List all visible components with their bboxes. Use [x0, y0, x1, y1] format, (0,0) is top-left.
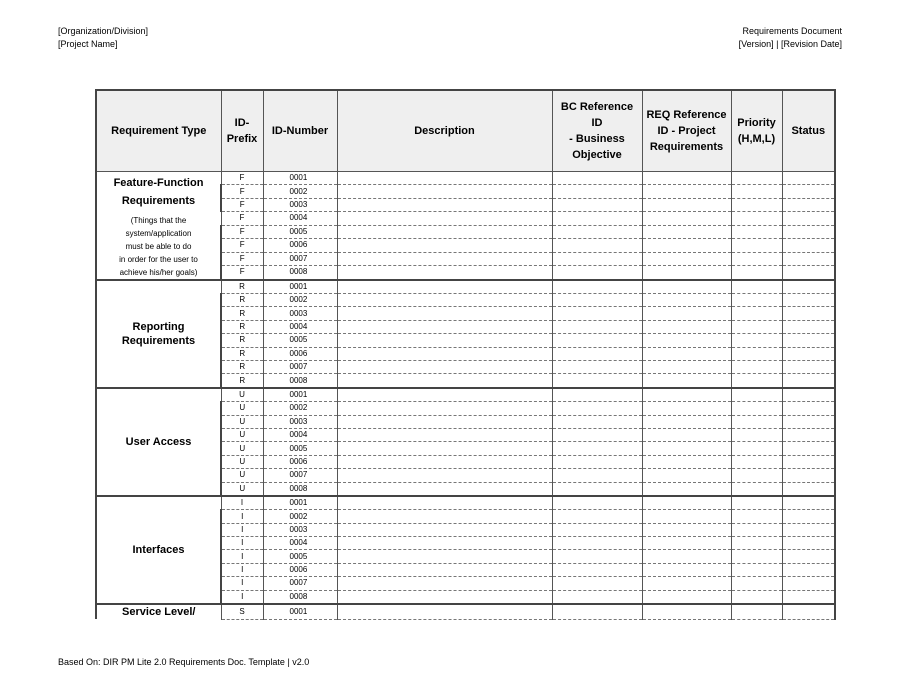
req-reference-cell[interactable] — [642, 347, 731, 360]
id-prefix-cell[interactable]: I — [221, 590, 263, 604]
column-header-description: Description — [337, 90, 552, 172]
id-prefix-cell[interactable]: F — [221, 225, 263, 238]
id-number-cell[interactable]: 0007 — [263, 361, 337, 374]
description-cell[interactable] — [337, 294, 552, 307]
requirement-type-label: User Access — [96, 388, 221, 496]
req-reference-cell[interactable] — [642, 604, 731, 619]
priority-cell[interactable] — [731, 590, 782, 604]
id-prefix-cell[interactable]: F — [221, 252, 263, 265]
req-reference-cell[interactable] — [642, 590, 731, 604]
id-number-cell[interactable]: 0001 — [263, 172, 337, 185]
id-number-cell[interactable]: 0006 — [263, 239, 337, 252]
priority-cell[interactable] — [731, 537, 782, 550]
table-row — [96, 212, 835, 225]
priority-cell[interactable] — [731, 320, 782, 333]
priority-cell[interactable] — [731, 185, 782, 198]
status-cell[interactable] — [782, 563, 835, 576]
priority-cell[interactable] — [731, 307, 782, 320]
column-header-req-reference-id: REQ Reference ID - Project Requirements — [642, 90, 731, 172]
id-prefix-cell[interactable]: U — [221, 428, 263, 441]
status-cell[interactable] — [782, 320, 835, 333]
bc-reference-cell[interactable] — [552, 334, 642, 347]
req-reference-cell[interactable] — [642, 320, 731, 333]
priority-cell[interactable] — [731, 294, 782, 307]
id-number-cell[interactable]: 0002 — [263, 402, 337, 415]
bc-reference-cell[interactable] — [552, 577, 642, 590]
document-header-left — [58, 25, 148, 51]
table-row — [96, 172, 835, 185]
description-cell[interactable] — [337, 510, 552, 523]
req-reference-cell[interactable] — [642, 225, 731, 238]
id-prefix-cell[interactable]: I — [221, 523, 263, 536]
req-reference-cell[interactable] — [642, 455, 731, 468]
id-prefix-cell[interactable]: R — [221, 307, 263, 320]
id-prefix-cell[interactable]: I — [221, 550, 263, 563]
requirement-type-label: Interfaces — [96, 496, 221, 604]
priority-cell[interactable] — [731, 563, 782, 576]
bc-reference-cell[interactable] — [552, 347, 642, 360]
req-reference-cell[interactable] — [642, 239, 731, 252]
req-reference-cell[interactable] — [642, 280, 731, 294]
column-header-requirement-type: Requirement Type — [96, 90, 221, 172]
bc-reference-cell[interactable] — [552, 307, 642, 320]
status-cell[interactable] — [782, 361, 835, 374]
req-reference-cell[interactable] — [642, 577, 731, 590]
status-cell[interactable] — [782, 482, 835, 496]
version-label: [Version] | [Revision Date] — [738, 39, 842, 49]
id-number-cell[interactable]: 0003 — [263, 307, 337, 320]
id-prefix-cell[interactable]: R — [221, 320, 263, 333]
id-prefix-cell[interactable]: I — [221, 563, 263, 576]
id-number-cell[interactable]: 0003 — [263, 198, 337, 211]
id-prefix-cell[interactable]: F — [221, 212, 263, 225]
id-number-cell[interactable]: 0003 — [263, 415, 337, 428]
description-cell[interactable] — [337, 172, 552, 185]
description-cell[interactable] — [337, 239, 552, 252]
id-prefix-cell[interactable]: U — [221, 402, 263, 415]
bc-reference-cell[interactable] — [552, 185, 642, 198]
bc-reference-cell[interactable] — [552, 496, 642, 510]
description-cell[interactable] — [337, 388, 552, 402]
priority-cell[interactable] — [731, 361, 782, 374]
description-cell[interactable] — [337, 266, 552, 280]
priority-cell[interactable] — [731, 172, 782, 185]
req-reference-cell[interactable] — [642, 388, 731, 402]
id-number-cell[interactable]: 0003 — [263, 523, 337, 536]
description-cell[interactable] — [337, 212, 552, 225]
requirement-type-note: (Things that the system/application must be able to do in order for the user to achieve his/her goals) — [96, 212, 221, 280]
id-prefix-cell[interactable]: U — [221, 482, 263, 496]
status-cell[interactable] — [782, 537, 835, 550]
table-row — [96, 604, 835, 619]
bc-reference-cell[interactable] — [552, 374, 642, 388]
bc-reference-cell[interactable] — [552, 239, 642, 252]
id-number-cell[interactable]: 0002 — [263, 185, 337, 198]
id-number-cell[interactable]: 0004 — [263, 428, 337, 441]
id-prefix-cell[interactable]: R — [221, 294, 263, 307]
id-number-cell[interactable]: 0008 — [263, 374, 337, 388]
id-prefix-cell[interactable]: U — [221, 388, 263, 402]
req-reference-cell[interactable] — [642, 212, 731, 225]
bc-reference-cell[interactable] — [552, 320, 642, 333]
description-cell[interactable] — [337, 563, 552, 576]
table-row — [96, 388, 835, 402]
status-cell[interactable] — [782, 455, 835, 468]
req-reference-cell[interactable] — [642, 482, 731, 496]
priority-cell[interactable] — [731, 523, 782, 536]
bc-reference-cell[interactable] — [552, 482, 642, 496]
id-number-cell[interactable]: 0007 — [263, 577, 337, 590]
status-cell[interactable] — [782, 604, 835, 619]
req-reference-cell[interactable] — [642, 361, 731, 374]
description-cell[interactable] — [337, 185, 552, 198]
priority-cell[interactable] — [731, 374, 782, 388]
req-reference-cell[interactable] — [642, 252, 731, 265]
description-cell[interactable] — [337, 320, 552, 333]
status-cell[interactable] — [782, 280, 835, 294]
priority-cell[interactable] — [731, 334, 782, 347]
status-cell[interactable] — [782, 510, 835, 523]
bc-reference-cell[interactable] — [552, 198, 642, 211]
req-reference-cell[interactable] — [642, 294, 731, 307]
status-cell[interactable] — [782, 415, 835, 428]
id-prefix-cell[interactable]: R — [221, 347, 263, 360]
priority-cell[interactable] — [731, 604, 782, 619]
priority-cell[interactable] — [731, 225, 782, 238]
req-reference-cell[interactable] — [642, 198, 731, 211]
status-cell[interactable] — [782, 212, 835, 225]
id-prefix-cell[interactable]: R — [221, 280, 263, 294]
bc-reference-cell[interactable] — [552, 225, 642, 238]
table-header-row — [96, 90, 835, 172]
priority-cell[interactable] — [731, 428, 782, 441]
priority-cell[interactable] — [731, 252, 782, 265]
description-cell[interactable] — [337, 537, 552, 550]
bc-reference-cell[interactable] — [552, 388, 642, 402]
bc-reference-cell[interactable] — [552, 469, 642, 482]
status-cell[interactable] — [782, 442, 835, 455]
id-prefix-cell[interactable]: U — [221, 442, 263, 455]
bc-reference-cell[interactable] — [552, 294, 642, 307]
id-prefix-cell[interactable]: I — [221, 496, 263, 510]
id-number-cell[interactable]: 0007 — [263, 252, 337, 265]
req-reference-cell[interactable] — [642, 415, 731, 428]
requirement-type-label: Feature-Function Requirements — [96, 172, 221, 212]
requirement-type-label: Reporting Requirements — [96, 280, 221, 388]
req-reference-cell[interactable] — [642, 563, 731, 576]
req-reference-cell[interactable] — [642, 510, 731, 523]
status-cell[interactable] — [782, 523, 835, 536]
id-prefix-cell[interactable]: F — [221, 239, 263, 252]
id-prefix-cell[interactable]: U — [221, 455, 263, 468]
id-number-cell[interactable]: 0002 — [263, 294, 337, 307]
id-number-cell[interactable]: 0006 — [263, 347, 337, 360]
bc-reference-cell[interactable] — [552, 550, 642, 563]
bc-reference-cell[interactable] — [552, 442, 642, 455]
status-cell[interactable] — [782, 577, 835, 590]
description-cell[interactable] — [337, 280, 552, 294]
id-number-cell[interactable]: 0001 — [263, 388, 337, 402]
description-cell[interactable] — [337, 428, 552, 441]
id-number-cell[interactable]: 0001 — [263, 604, 337, 619]
description-cell[interactable] — [337, 225, 552, 238]
id-prefix-cell[interactable]: I — [221, 510, 263, 523]
bc-reference-cell[interactable] — [552, 563, 642, 576]
id-prefix-cell[interactable]: F — [221, 198, 263, 211]
req-reference-cell[interactable] — [642, 185, 731, 198]
description-cell[interactable] — [337, 469, 552, 482]
req-reference-cell[interactable] — [642, 523, 731, 536]
description-cell[interactable] — [337, 361, 552, 374]
status-cell[interactable] — [782, 239, 835, 252]
id-prefix-cell[interactable]: R — [221, 374, 263, 388]
requirement-type-label: Service Level/ — [96, 604, 221, 619]
organization-label: [Organization/Division] — [58, 26, 149, 36]
priority-cell[interactable] — [731, 510, 782, 523]
req-reference-cell[interactable] — [642, 266, 731, 280]
bc-reference-cell[interactable] — [552, 212, 642, 225]
document-footer: Based On: DIR PM Lite 2.0 Requirements Doc. Template | v2.0 — [58, 657, 310, 667]
req-reference-cell[interactable] — [642, 496, 731, 510]
status-cell[interactable] — [782, 402, 835, 415]
priority-cell[interactable] — [731, 239, 782, 252]
priority-cell[interactable] — [731, 388, 782, 402]
id-number-cell[interactable]: 0005 — [263, 225, 337, 238]
req-reference-cell[interactable] — [642, 374, 731, 388]
status-cell[interactable] — [782, 590, 835, 604]
priority-cell[interactable] — [731, 212, 782, 225]
priority-cell[interactable] — [731, 402, 782, 415]
req-reference-cell[interactable] — [642, 442, 731, 455]
project-name-label: [Project Name] — [58, 39, 118, 49]
bc-reference-cell[interactable] — [552, 428, 642, 441]
description-cell[interactable] — [337, 482, 552, 496]
status-cell[interactable] — [782, 307, 835, 320]
priority-cell[interactable] — [731, 198, 782, 211]
status-cell[interactable] — [782, 225, 835, 238]
bc-reference-cell[interactable] — [552, 266, 642, 280]
req-reference-cell[interactable] — [642, 550, 731, 563]
description-cell[interactable] — [337, 402, 552, 415]
req-reference-cell[interactable] — [642, 537, 731, 550]
bc-reference-cell[interactable] — [552, 280, 642, 294]
description-cell[interactable] — [337, 334, 552, 347]
description-cell[interactable] — [337, 252, 552, 265]
table-row — [96, 280, 835, 294]
description-cell[interactable] — [337, 198, 552, 211]
column-header-id-number: ID-Number — [263, 90, 337, 172]
description-cell[interactable] — [337, 496, 552, 510]
status-cell[interactable] — [782, 198, 835, 211]
id-prefix-cell[interactable]: I — [221, 537, 263, 550]
req-reference-cell[interactable] — [642, 428, 731, 441]
id-number-cell[interactable]: 0004 — [263, 537, 337, 550]
status-cell[interactable] — [782, 496, 835, 510]
id-number-cell[interactable]: 0005 — [263, 550, 337, 563]
description-cell[interactable] — [337, 415, 552, 428]
description-cell[interactable] — [337, 455, 552, 468]
bc-reference-cell[interactable] — [552, 590, 642, 604]
table-row — [96, 496, 835, 510]
req-reference-cell[interactable] — [642, 307, 731, 320]
req-reference-cell[interactable] — [642, 334, 731, 347]
status-cell[interactable] — [782, 294, 835, 307]
id-number-cell[interactable]: 0006 — [263, 455, 337, 468]
id-number-cell[interactable]: 0004 — [263, 212, 337, 225]
id-prefix-cell[interactable]: U — [221, 415, 263, 428]
description-cell[interactable] — [337, 550, 552, 563]
document-header-right — [739, 25, 842, 51]
priority-cell[interactable] — [731, 577, 782, 590]
id-number-cell[interactable]: 0001 — [263, 496, 337, 510]
id-prefix-cell[interactable]: U — [221, 469, 263, 482]
id-number-cell[interactable]: 0008 — [263, 590, 337, 604]
id-number-cell[interactable]: 0008 — [263, 482, 337, 496]
id-number-cell[interactable]: 0007 — [263, 469, 337, 482]
id-prefix-cell[interactable]: S — [221, 604, 263, 619]
status-cell[interactable] — [782, 374, 835, 388]
id-number-cell[interactable]: 0008 — [263, 266, 337, 280]
status-cell[interactable] — [782, 550, 835, 563]
requirements-table — [95, 89, 836, 620]
table-body — [96, 172, 835, 620]
description-cell[interactable] — [337, 374, 552, 388]
bc-reference-cell[interactable] — [552, 415, 642, 428]
status-cell[interactable] — [782, 185, 835, 198]
req-reference-cell[interactable] — [642, 172, 731, 185]
column-header-status: Status — [782, 90, 835, 172]
id-number-cell[interactable]: 0005 — [263, 334, 337, 347]
bc-reference-cell[interactable] — [552, 361, 642, 374]
bc-reference-cell[interactable] — [552, 523, 642, 536]
status-cell[interactable] — [782, 252, 835, 265]
description-cell[interactable] — [337, 604, 552, 619]
bc-reference-cell[interactable] — [552, 402, 642, 415]
priority-cell[interactable] — [731, 455, 782, 468]
id-prefix-cell[interactable]: R — [221, 361, 263, 374]
bc-reference-cell[interactable] — [552, 510, 642, 523]
id-prefix-cell[interactable]: F — [221, 172, 263, 185]
priority-cell[interactable] — [731, 496, 782, 510]
priority-cell[interactable] — [731, 442, 782, 455]
status-cell[interactable] — [782, 469, 835, 482]
bc-reference-cell[interactable] — [552, 252, 642, 265]
description-cell[interactable] — [337, 577, 552, 590]
bc-reference-cell[interactable] — [552, 455, 642, 468]
priority-cell[interactable] — [731, 280, 782, 294]
id-number-cell[interactable]: 0002 — [263, 510, 337, 523]
status-cell[interactable] — [782, 428, 835, 441]
id-prefix-cell[interactable]: F — [221, 266, 263, 280]
status-cell[interactable] — [782, 334, 835, 347]
id-number-cell[interactable]: 0006 — [263, 563, 337, 576]
description-cell[interactable] — [337, 307, 552, 320]
column-header-priority: Priority (H,M,L) — [731, 90, 782, 172]
description-cell[interactable] — [337, 442, 552, 455]
req-reference-cell[interactable] — [642, 402, 731, 415]
bc-reference-cell[interactable] — [552, 604, 642, 619]
id-prefix-cell[interactable]: R — [221, 334, 263, 347]
priority-cell[interactable] — [731, 266, 782, 280]
priority-cell[interactable] — [731, 415, 782, 428]
status-cell[interactable] — [782, 347, 835, 360]
priority-cell[interactable] — [731, 550, 782, 563]
requirements-sheet — [95, 89, 834, 620]
description-cell[interactable] — [337, 347, 552, 360]
status-cell[interactable] — [782, 266, 835, 280]
status-cell[interactable] — [782, 388, 835, 402]
priority-cell[interactable] — [731, 482, 782, 496]
id-prefix-cell[interactable]: I — [221, 577, 263, 590]
priority-cell[interactable] — [731, 469, 782, 482]
id-prefix-cell[interactable]: F — [221, 185, 263, 198]
priority-cell[interactable] — [731, 347, 782, 360]
bc-reference-cell[interactable] — [552, 172, 642, 185]
status-cell[interactable] — [782, 172, 835, 185]
id-number-cell[interactable]: 0001 — [263, 280, 337, 294]
column-header-bc-reference-id: BC Reference ID - Business Objective — [552, 90, 642, 172]
column-header-id-prefix: ID- Prefix — [221, 90, 263, 172]
description-cell[interactable] — [337, 523, 552, 536]
document-title: Requirements Document — [742, 26, 842, 36]
bc-reference-cell[interactable] — [552, 537, 642, 550]
description-cell[interactable] — [337, 590, 552, 604]
req-reference-cell[interactable] — [642, 469, 731, 482]
id-number-cell[interactable]: 0004 — [263, 320, 337, 333]
id-number-cell[interactable]: 0005 — [263, 442, 337, 455]
